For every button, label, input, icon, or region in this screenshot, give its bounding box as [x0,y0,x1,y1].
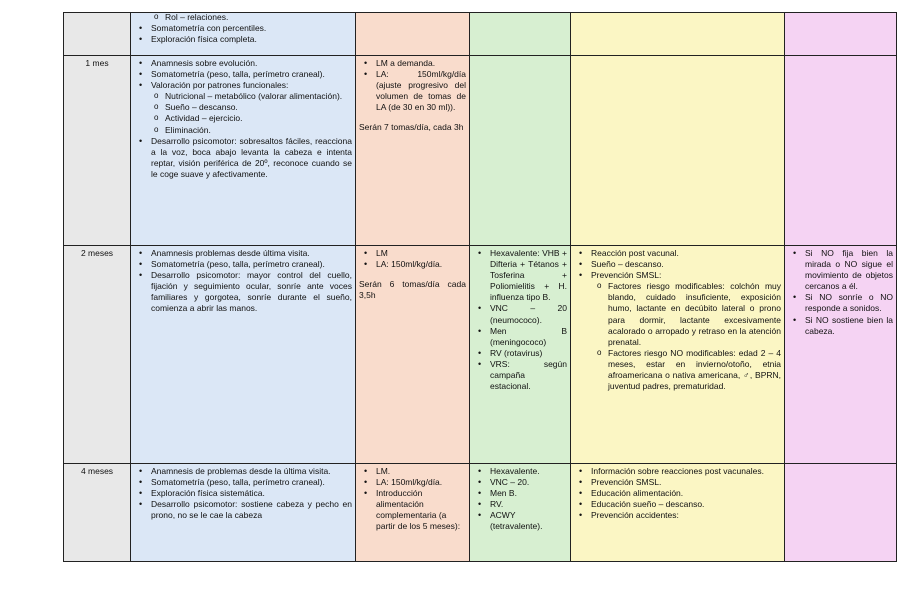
feeding-note: Serán 7 tomas/día, cada 3h [359,122,464,133]
list-item: • Anamnesis sobre evolución. [134,58,352,69]
list-item: o Rol – relaciones. [134,12,352,23]
list-item: o Eliminación. [134,125,352,136]
list-item: • LA: 150ml/kg/día. [359,259,466,270]
education-cell [571,56,785,246]
list-item: • Somatometría (peso, talla, perímetro craneal). [134,259,352,270]
list-item: • Somatometría con percentiles. [134,23,352,34]
list-item: • Exploración física completa. [134,34,352,45]
age-cell: 2 meses [64,246,131,464]
list-item: • Prevención accidentes: [574,510,781,521]
list-item: o Factores riesgo modificables: colchón muy blando, cuidado insuficiente, exposición humo, lactante en decúbito lateral o prono para dormir, lactante excesivamente acalorado o arropado y retraso en la atención prenatal. [574,281,781,348]
education-cell [571,246,785,464]
education-cell [571,13,785,56]
age-cell: 4 meses [64,464,131,562]
age-cell: 1 mes [64,56,131,246]
list-item: o Factores riesgo NO modificables: edad 2 – 4 meses, estar en invierno/otoño, etnia afroamericana o nativa americana, ♂, BPRN, juventud padres, prematuridad. [574,348,781,392]
table-row [64,464,897,562]
bullet-list [788,248,893,337]
list-item: • LM a demanda. [359,58,466,69]
list-item: • Información sobre reacciones post vacunales. [574,466,781,477]
education-cell [571,464,785,562]
bullet-list [473,466,567,533]
vaccines-cell [470,246,571,464]
assessment-cell [131,464,356,562]
sub-list [134,12,352,23]
list-item: • RV (rotavirus) [473,348,567,359]
vaccines-cell [470,464,571,562]
bullet-list [359,466,466,533]
feeding-cell [356,246,470,464]
list-item: o Sueño – descanso. [134,102,352,113]
list-item: • VNC – 20 (neumococo). [473,303,567,325]
table-row [64,13,897,56]
list-item: • Exploración física sistemática. [134,488,352,499]
bullet-list [134,58,352,91]
bullet-list [359,58,466,113]
alarm-signs-cell [785,464,897,562]
sub-list [134,91,352,135]
feeding-cell [356,13,470,56]
bullet-list [134,466,352,521]
list-item: • Introducción alimentación complementaria (a partir de los 5 meses): [359,488,466,532]
bullet-list [574,466,781,521]
list-item: • Educación alimentación. [574,488,781,499]
bullet-list [574,248,781,281]
list-item: • Si NO fija bien la mirada o NO sigue el movimiento de objetos cercanos a él. [788,248,893,292]
assessment-cell [131,13,356,56]
alarm-signs-cell [785,246,897,464]
list-item: • Desarrollo psicomotor: mayor control del cuello, fijación y seguimiento ocular, sonríe ante voces familiares y gorgotea, sonríe durante el sueño, comienza a abrir las manos. [134,270,352,314]
list-item: • LA: 150ml/kg/día (ajuste progresivo del volumen de tomas de LA (de 30 en 30 ml)). [359,69,466,113]
list-item: • Prevención SMSL: [574,270,781,281]
list-item: • ACWY (tetravalente). [473,510,567,532]
alarm-signs-cell [785,56,897,246]
list-item: • Valoración por patrones funcionales: [134,80,352,91]
list-item: • Men B. [473,488,567,499]
vaccines-cell [470,56,571,246]
list-item: • VNC – 20. [473,477,567,488]
list-item: • Educación sueño – descanso. [574,499,781,510]
list-item: • Reacción post vacunal. [574,248,781,259]
age-cell [64,13,131,56]
list-item: • Si NO sonríe o NO responde a sonidos. [788,292,893,314]
list-item: • Anamnesis problemas desde última visita. [134,248,352,259]
assessment-cell [131,246,356,464]
list-item: • Sueño – descanso. [574,259,781,270]
list-item: • Somatometría (peso, talla, perímetro craneal). [134,477,352,488]
list-item: • Hexavalente: VHB + Difteria + Tétanos + Tosferina + Poliomielitis + H. influenza tipo B. [473,248,567,303]
sub-list [574,281,781,392]
list-item: • Desarrollo psicomotor: sobresaltos fáciles, reacciona a la voz, boca abajo levanta la cabeza e intenta reptar, visión periférica de 20º, reconoce cuando se le coge suave y afectivamente. [134,136,352,180]
list-item: o Actividad – ejercicio. [134,113,352,124]
list-item: • LM. [359,466,466,477]
list-item: • Prevención SMSL. [574,477,781,488]
list-item: • Somatometría (peso, talla, perímetro craneal). [134,69,352,80]
bullet-list [134,136,352,180]
list-item: • Anamnesis de problemas desde la última visita. [134,466,352,477]
table-row [64,246,897,464]
vaccines-cell [470,13,571,56]
list-item: • Hexavalente. [473,466,567,477]
list-item: • VRS: según campaña estacional. [473,359,567,392]
list-item: • Men B (meningococo) [473,326,567,348]
bullet-list [473,248,567,392]
feeding-cell [356,464,470,562]
feeding-note: Serán 6 tomas/día cada 3,5h [359,279,466,301]
assessment-cell [131,56,356,246]
list-item: o Nutricional – metabólico (valorar alimentación). [134,91,352,102]
bullet-list [359,248,466,270]
list-item: • LM [359,248,466,259]
table-row [64,56,897,246]
feeding-cell [356,56,470,246]
alarm-signs-cell [785,13,897,56]
pediatric-schedule-table [63,12,897,562]
list-item: • LA: 150ml/kg/día. [359,477,466,488]
list-item: • Desarrollo psicomotor: sostiene cabeza y pecho en prono, no se le cae la cabeza [134,499,352,521]
bullet-list [134,248,352,315]
list-item: • RV. [473,499,567,510]
bullet-list [134,23,352,45]
list-item: • Si NO sostiene bien la cabeza. [788,315,893,337]
